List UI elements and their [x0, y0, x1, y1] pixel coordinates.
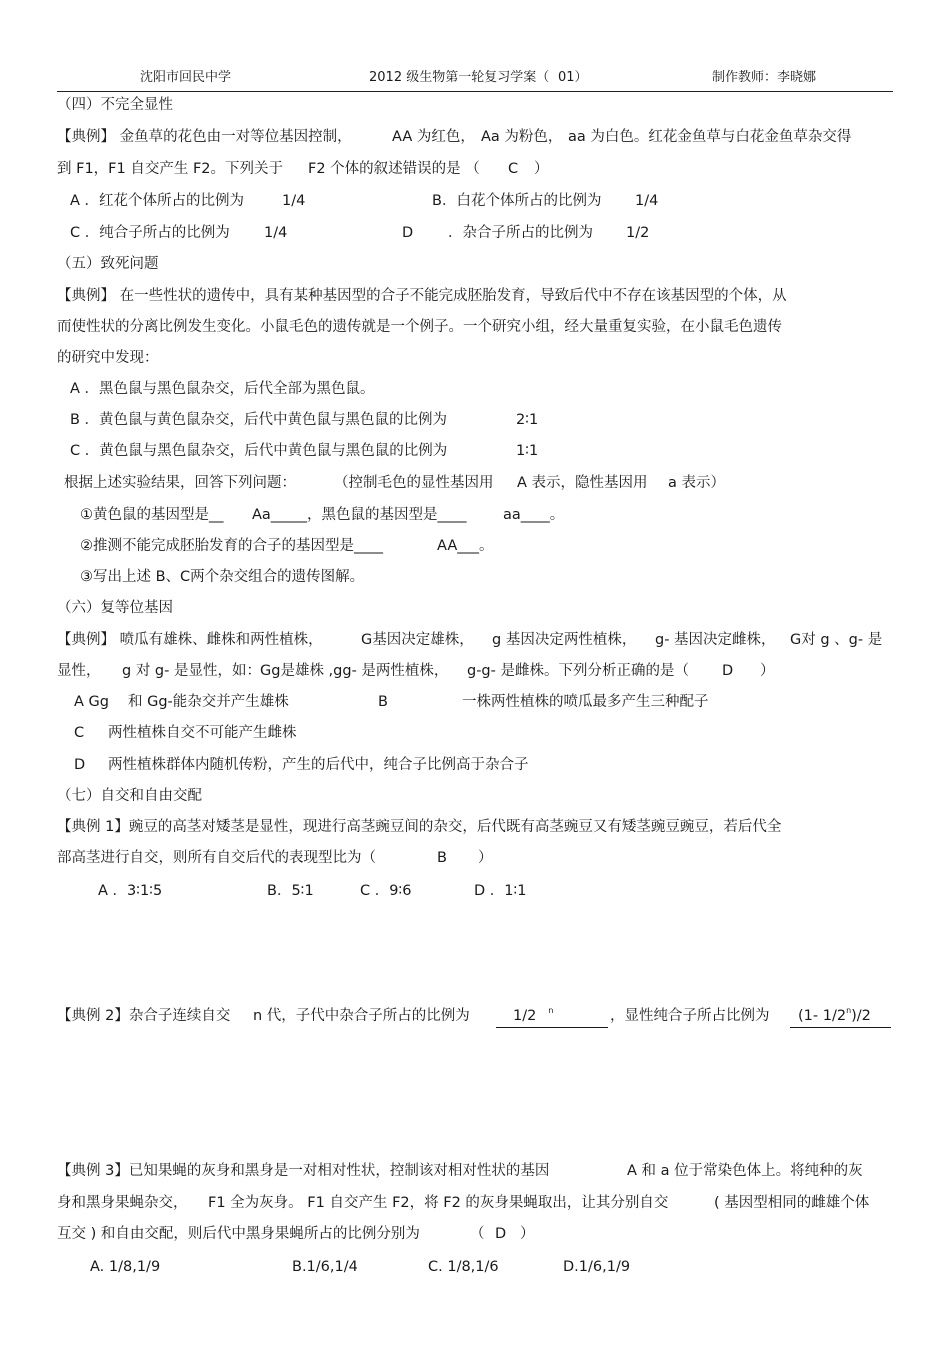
text: ①黄色鼠的基因型是__ — [80, 507, 224, 523]
option-a: A ．3∶1∶5 — [98, 883, 163, 899]
text: A ．黑色鼠与黑色鼠杂交，后代全部为黑色鼠。 — [70, 381, 375, 397]
text: 到 F1，F1 自交产生 F2。下列关于 — [57, 161, 284, 177]
text: a 表示） — [668, 475, 725, 491]
answer: D — [722, 663, 734, 679]
answer: aa____。 — [503, 507, 565, 523]
text: 【典例】 喷瓜有雄株、雌株和两性植株， — [57, 632, 323, 648]
text: n 代，子代中杂合子所占的比例为 — [253, 1008, 470, 1024]
text: ） — [534, 161, 549, 177]
option-a: A Gg — [74, 694, 109, 710]
answer-text: (1- 1/2 — [798, 1008, 847, 1024]
answer: Aa_____，黑色鼠的基因型是____ — [252, 507, 467, 523]
option-d: D ．1∶1 — [474, 883, 527, 899]
option-c: C. 1/8,1/6 — [428, 1259, 499, 1275]
text: ，显性纯合子所占比例为 — [610, 1008, 770, 1024]
text: ②推测不能完成胚胎发育的合子的基因型是____ — [80, 538, 383, 554]
text: g 基因决定两性植株， — [492, 632, 637, 648]
option-c-value: 1/4 — [264, 225, 288, 241]
option-a: A ．红花个体所占的比例为 — [70, 193, 245, 209]
text: 【典例 1】豌豆的高茎对矮茎是显性，现进行高茎豌豆间的杂交，后代既有高茎豌豆又有矮茎豌豆豌豆，若后代全 — [57, 819, 782, 835]
option-d: D — [74, 757, 86, 773]
sec4-heading: （四）不完全显性 — [57, 97, 173, 113]
option-b: B．白花个体所占的比例为 — [432, 193, 602, 209]
answer: C — [508, 161, 519, 177]
text: ( 基因型相同的雌雄个体 — [714, 1195, 870, 1211]
text: AA 为红色， — [392, 129, 475, 145]
option-c-text: 两性植株自交不可能产生雌株 — [108, 725, 297, 741]
option-c: C ．9∶6 — [360, 883, 412, 899]
text: 【典例】 金鱼草的花色由一对等位基因控制， — [57, 129, 352, 145]
text: A 表示，隐性基因用 — [517, 475, 648, 491]
text: G对 g 、g- 是 — [790, 632, 883, 648]
option-b: B.1/6,1/4 — [292, 1259, 358, 1275]
text: 的研究中发现： — [57, 350, 159, 366]
text: （ — [470, 1226, 485, 1242]
answer-text: 1/2 — [513, 1008, 537, 1024]
text: g 对 g- 是显性，如： — [122, 663, 261, 679]
text: 根据上述实验结果，回答下列问题： — [64, 475, 296, 491]
text: （控制毛色的显性基因用 — [334, 475, 494, 491]
text: 显性， — [57, 663, 101, 679]
option-d: D.1/6,1/9 — [563, 1259, 631, 1275]
option-d-value: 1/2 — [626, 225, 650, 241]
text: 互交 ) 和自由交配，则后代中黑身果蝇所占的比例分别为 — [57, 1226, 420, 1242]
header-number: 01） — [558, 70, 588, 85]
option-a-text: 和 Gg-能杂交并产生雄株 — [128, 694, 289, 710]
text: ③写出上述 B、C两个杂交组合的遗传图解。 — [80, 569, 365, 585]
text: aa 为白色。红花金鱼草与白花金鱼草杂交得 — [568, 129, 852, 145]
option-b-value: 1/4 — [635, 193, 659, 209]
answer: AA___。 — [437, 538, 494, 554]
header-title: 2012 级生物第一轮复习学案（ — [369, 70, 550, 85]
option-c: C ．纯合子所占的比例为 — [70, 225, 230, 241]
text: F1 全为灰身。 F1 自交产生 F2，将 F2 的灰身果蝇取出，让其分别自交 — [208, 1195, 669, 1211]
option-c: C — [74, 725, 85, 741]
header-school: 沈阳市回民中学 — [140, 70, 232, 85]
option-d-text: ．杂合子所占的比例为 — [448, 225, 593, 241]
text: g- 基因决定雌株， — [655, 632, 776, 648]
answer: B — [437, 850, 447, 866]
text: 【典例 3】已知果蝇的灰身和黑身是一对相对性状，控制该对相对性状的基因 — [57, 1163, 550, 1179]
answer-text: )/2 — [851, 1008, 871, 1024]
text: 【典例】 在一些性状的遗传中，具有某种基因型的合子不能完成胚胎发育，导致后代中不存在该基因型的个体，从 — [57, 288, 787, 304]
option-a-value: 1/4 — [282, 193, 306, 209]
sec7-heading: （七）自交和自由交配 — [57, 788, 202, 804]
text: 身和黑身果蝇杂交， — [57, 1195, 188, 1211]
text: A 和 a 位于常染色体上。将纯种的灰 — [627, 1163, 863, 1179]
answer-heterozygote-ratio — [496, 1005, 608, 1028]
text: C ．黄色鼠与黑色鼠杂交，后代中黄色鼠与黑色鼠的比例为 — [70, 443, 448, 459]
header-teacher: 制作教师：李晓娜 — [712, 70, 817, 85]
header-divider — [57, 91, 893, 92]
text: g-g- 是雌株。下列分析正确的是（ — [467, 663, 689, 679]
option-b: B．5∶1 — [267, 883, 314, 899]
text: Gg是雄株 ,gg- 是两性植株， — [260, 663, 449, 679]
exponent: n — [846, 1006, 852, 1015]
text: ） — [760, 663, 775, 679]
text: 【典例 2】杂合子连续自交 — [57, 1008, 231, 1024]
text: 而使性状的分离比例发生变化。小鼠毛色的遗传就是一个例子。一个研究小组，经大量重复实验，在小鼠毛色遗传 — [57, 319, 782, 335]
ratio: 1∶1 — [516, 443, 539, 459]
option-b: B — [378, 694, 388, 710]
option-b-text: 一株两性植株的喷瓜最多产生三种配子 — [462, 694, 709, 710]
option-a: A. 1/8,1/9 — [90, 1259, 161, 1275]
answer-homozygote-ratio — [790, 1005, 891, 1028]
text: Aa 为粉色， — [481, 129, 563, 145]
text: ） — [478, 850, 493, 866]
text: G基因决定雄株， — [361, 632, 474, 648]
option-d-text: 两性植株群体内随机传粉，产生的后代中，纯合子比例高于杂合子 — [108, 757, 529, 773]
option-d: D — [402, 225, 414, 241]
exponent: n — [548, 1006, 554, 1015]
text: ） — [520, 1226, 535, 1242]
answer: D — [495, 1226, 507, 1242]
text: B ．黄色鼠与黄色鼠杂交，后代中黄色鼠与黑色鼠的比例为 — [70, 412, 448, 428]
ratio: 2∶1 — [516, 412, 539, 428]
text: F2 个体的叙述错误的是 （ — [308, 161, 480, 177]
text: 部高茎进行自交，则所有自交后代的表现型比为（ — [57, 850, 376, 866]
sec6-heading: （六）复等位基因 — [57, 600, 173, 616]
sec5-heading: （五）致死问题 — [57, 256, 159, 272]
